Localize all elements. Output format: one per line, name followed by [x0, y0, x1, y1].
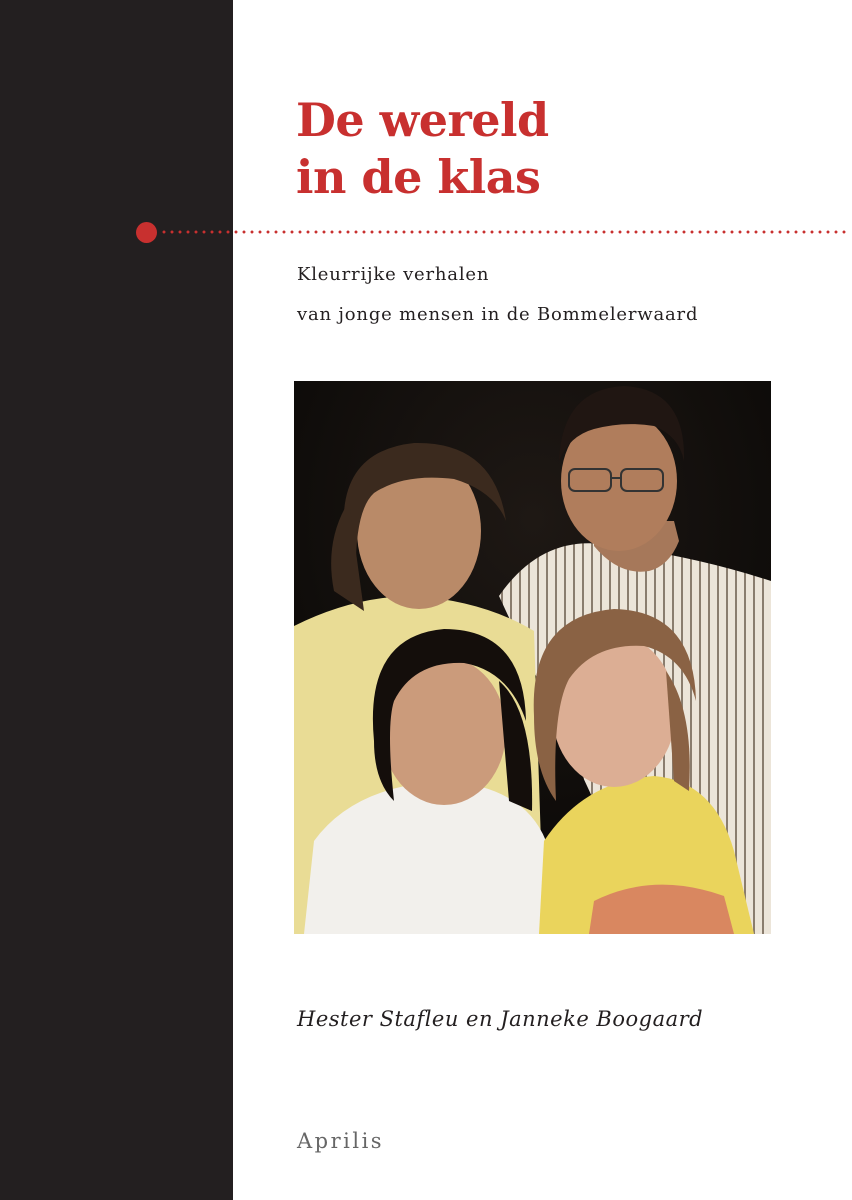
book-authors: Hester Stafleu en Janneke Boogaard: [297, 1007, 704, 1031]
book-subtitle: [297, 255, 698, 335]
title-line-2: in de klas: [296, 150, 541, 204]
publisher-name: Aprilis: [297, 1129, 385, 1153]
book-title: [296, 92, 549, 206]
black-spine-band: [0, 0, 233, 1200]
cover-photo-children: [294, 381, 771, 934]
dotted-divider-line: [160, 230, 848, 234]
subtitle-line-2: van jonge mensen in de Bommelerwaard: [297, 304, 699, 325]
subtitle-line-1: Kleurrijke verhalen: [297, 264, 490, 285]
red-dot-ornament: [136, 222, 157, 243]
title-line-1: De wereld: [296, 93, 549, 147]
